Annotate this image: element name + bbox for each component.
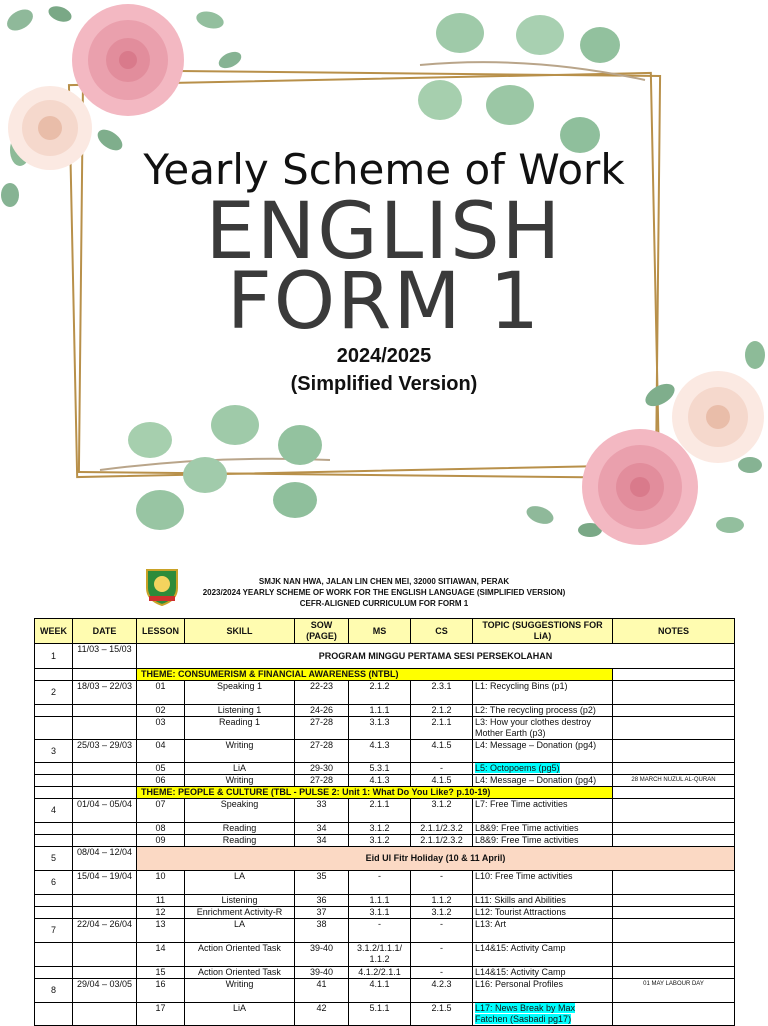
cover-year: 2024/2025 (336, 345, 432, 367)
theme-people-culture: THEME: PEOPLE & CULTURE (TBL - PULSE 2: Unit 1: What Do You Like? p.10-19) (137, 787, 613, 799)
theme-row (35, 669, 735, 681)
topic-cell (473, 1003, 613, 1026)
col-header-notes: NOTES (613, 619, 735, 644)
cs-cell: 2.3.1 (411, 681, 473, 705)
week-cell: 6 (35, 871, 73, 895)
cover-version: (Simplified Version) (290, 373, 478, 395)
cs-cell: - (411, 919, 473, 943)
week-cell: 1 (35, 644, 73, 669)
notes-cell (613, 895, 735, 907)
skill-cell: Action Oriented Task (185, 943, 295, 967)
skill-cell: LA (185, 871, 295, 895)
document-header (0, 576, 768, 609)
sow-cell: 34 (295, 823, 349, 835)
eucalyptus-bottom-left-decoration (95, 400, 335, 535)
col-header-lesson: LESSON (137, 619, 185, 644)
skill-cell: Reading (185, 835, 295, 847)
date-cell: 22/04 – 26/04 (73, 919, 137, 943)
table-row (35, 847, 735, 871)
notes-cell (613, 740, 735, 763)
sow-cell: 33 (295, 799, 349, 823)
cs-cell: 2.1.1/2.3.2 (411, 835, 473, 847)
sow-cell: 36 (295, 895, 349, 907)
ms-cell: 2.1.2 (349, 681, 411, 705)
table-row (35, 799, 735, 823)
week-cell: 3 (35, 740, 73, 763)
sow-cell: 27-28 (295, 717, 349, 740)
skill-cell: Writing (185, 979, 295, 1003)
cover-subject-line2: FORM 1 (226, 257, 542, 347)
ms-cell: 4.1.2/2.1.1 (349, 967, 411, 979)
notes-cell (613, 681, 735, 705)
cover-title: Yearly Scheme of Work (143, 145, 625, 194)
lesson-cell: 17 (137, 1003, 185, 1026)
lesson-cell: 06 (137, 775, 185, 787)
table-row (35, 823, 735, 835)
sow-cell: 27-28 (295, 775, 349, 787)
table-row (35, 740, 735, 763)
table-row (35, 705, 735, 717)
ms-cell: 2.1.1 (349, 799, 411, 823)
col-header-skill: SKILL (185, 619, 295, 644)
col-header-topic: TOPIC (SUGGESTIONS FOR LiA) (473, 619, 613, 644)
skill-cell: Enrichment Activity-R (185, 907, 295, 919)
skill-cell: LiA (185, 1003, 295, 1026)
ms-cell: 4.1.1 (349, 979, 411, 1003)
col-header-ms: MS (349, 619, 411, 644)
topic-cell: L16: Personal Profiles (473, 979, 613, 1003)
sow-cell: 24-26 (295, 705, 349, 717)
notes-cell (613, 967, 735, 979)
cs-cell: 2.1.1 (411, 717, 473, 740)
sow-cell: 37 (295, 907, 349, 919)
scheme-title: 2023/2024 YEARLY SCHEME OF WORK FOR THE ENGLISH LANGUAGE (SIMPLIFIED VERSION) (202, 588, 566, 597)
ms-cell: 1.1.1 (349, 705, 411, 717)
table-row (35, 871, 735, 895)
cs-cell: 1.1.2 (411, 895, 473, 907)
cs-cell: 4.2.3 (411, 979, 473, 1003)
table-row (35, 775, 735, 787)
week-cell: 2 (35, 681, 73, 705)
topic-cell: L8&9: Free Time activities (473, 823, 613, 835)
topic-cell: L14&15: Activity Camp (473, 967, 613, 979)
cs-cell: 2.1.1/2.3.2 (411, 823, 473, 835)
date-cell: 01/04 – 05/04 (73, 799, 137, 823)
date-cell: 25/03 – 29/03 (73, 740, 137, 763)
col-header-week: WEEK (35, 619, 73, 644)
ms-cell: 3.1.2 (349, 835, 411, 847)
topic-cell: L12: Tourist Attractions (473, 907, 613, 919)
ms-cell: 3.1.2 (349, 823, 411, 835)
notes-cell (613, 835, 735, 847)
notes-cell (613, 919, 735, 943)
ms-cell: 5.1.1 (349, 1003, 411, 1026)
cs-cell: 2.1.2 (411, 705, 473, 717)
ms-cell: 1.1.1 (349, 895, 411, 907)
notes-cell (613, 763, 735, 775)
cover-subject-line1: ENGLISH (205, 187, 563, 277)
lesson-cell: 03 (137, 717, 185, 740)
date-cell: 08/04 – 12/04 (73, 847, 137, 871)
lesson-cell: 14 (137, 943, 185, 967)
ms-cell: - (349, 871, 411, 895)
topic-cell: L10: Free Time activities (473, 871, 613, 895)
notes-cell: 01 MAY LABOUR DAY (613, 979, 735, 1003)
cs-cell: - (411, 763, 473, 775)
sow-cell: 27-28 (295, 740, 349, 763)
notes-cell (613, 907, 735, 919)
lesson-cell: 16 (137, 979, 185, 1003)
program-row: PROGRAM MINGGU PERTAMA SESI PERSEKOLAHAN (137, 644, 735, 669)
ms-cell: 3.1.1 (349, 907, 411, 919)
topic-cell: L1: Recycling Bins (p1) (473, 681, 613, 705)
date-cell: 18/03 – 22/03 (73, 681, 137, 705)
skill-cell: Writing (185, 775, 295, 787)
date-cell: 29/04 – 03/05 (73, 979, 137, 1003)
week-cell: 4 (35, 799, 73, 823)
notes-cell: 28 MARCH NUZUL AL-QURAN (613, 775, 735, 787)
curriculum-title: CEFR-ALIGNED CURRICULUM FOR FORM 1 (299, 599, 469, 608)
lesson-cell: 04 (137, 740, 185, 763)
date-cell: 15/04 – 19/04 (73, 871, 137, 895)
sow-cell: 39-40 (295, 943, 349, 967)
sow-cell: 39-40 (295, 967, 349, 979)
holiday-row: Eid Ul Fitr Holiday (10 & 11 April) (137, 847, 735, 871)
week-cell: 8 (35, 979, 73, 1003)
cs-cell: - (411, 871, 473, 895)
topic-cell: L4: Message – Donation (pg4) (473, 775, 613, 787)
notes-cell (613, 823, 735, 835)
topic-cell: L3: How your clothes destroy Mother Earth (p3) (473, 717, 613, 740)
week-cell: 7 (35, 919, 73, 943)
table-row (35, 1003, 735, 1026)
sow-cell: 29-30 (295, 763, 349, 775)
lesson-cell: 07 (137, 799, 185, 823)
ms-cell: 5.3.1 (349, 763, 411, 775)
skill-cell: Speaking 1 (185, 681, 295, 705)
theme-consumerism: THEME: CONSUMERISM & FINANCIAL AWARENESS (NTBL) (137, 669, 613, 681)
lesson-cell: 08 (137, 823, 185, 835)
table-row (35, 919, 735, 943)
ms-cell: 3.1.2/1.1.1/ 1.1.2 (349, 943, 411, 967)
sow-cell: 35 (295, 871, 349, 895)
sow-cell: 41 (295, 979, 349, 1003)
skill-cell: Writing (185, 740, 295, 763)
skill-cell: Reading 1 (185, 717, 295, 740)
topic-cell (473, 763, 613, 775)
skill-cell: Reading (185, 823, 295, 835)
ms-cell: 3.1.3 (349, 717, 411, 740)
topic-cell: L4: Message – Donation (pg4) (473, 740, 613, 763)
skill-cell: Listening (185, 895, 295, 907)
lesson-cell: 09 (137, 835, 185, 847)
ms-cell: 4.1.3 (349, 740, 411, 763)
cs-cell: 4.1.5 (411, 740, 473, 763)
sow-cell: 22-23 (295, 681, 349, 705)
topic-highlight: L5: Octopoems (pg5) (475, 763, 560, 773)
lesson-cell: 01 (137, 681, 185, 705)
cs-cell: - (411, 967, 473, 979)
notes-cell (613, 943, 735, 967)
skill-cell: Action Oriented Task (185, 967, 295, 979)
cover-subject (0, 187, 768, 347)
cs-cell: 3.1.2 (411, 799, 473, 823)
table-row (35, 967, 735, 979)
cs-cell: 4.1.5 (411, 775, 473, 787)
topic-cell: L2: The recycling process (p2) (473, 705, 613, 717)
school-address: SMJK NAN HWA, JALAN LIN CHEN MEI, 32000 SITIAWAN, PERAK (258, 577, 510, 586)
table-row (35, 717, 735, 740)
table-row (35, 681, 735, 705)
week-cell: 5 (35, 847, 73, 871)
ms-cell: - (349, 919, 411, 943)
table-row (35, 895, 735, 907)
topic-cell: L7: Free Time activities (473, 799, 613, 823)
sow-cell: 34 (295, 835, 349, 847)
lesson-cell: 02 (137, 705, 185, 717)
notes-cell (613, 799, 735, 823)
lesson-cell: 12 (137, 907, 185, 919)
topic-cell: L8&9: Free Time activities (473, 835, 613, 847)
topic-cell: L14&15: Activity Camp (473, 943, 613, 967)
date-cell: 11/03 – 15/03 (73, 644, 137, 669)
lesson-cell: 10 (137, 871, 185, 895)
skill-cell: LiA (185, 763, 295, 775)
topic-cell: L11: Skills and Abilities (473, 895, 613, 907)
table-row (35, 835, 735, 847)
table-row (35, 907, 735, 919)
notes-cell (613, 871, 735, 895)
lesson-cell: 11 (137, 895, 185, 907)
sow-cell: 42 (295, 1003, 349, 1026)
skill-cell: Speaking (185, 799, 295, 823)
skill-cell: Listening 1 (185, 705, 295, 717)
scheme-of-work-table (34, 618, 735, 1026)
lesson-cell: 13 (137, 919, 185, 943)
col-header-date: DATE (73, 619, 137, 644)
cs-cell: - (411, 943, 473, 967)
sow-cell: 38 (295, 919, 349, 943)
topic-cell: L13: Art (473, 919, 613, 943)
table-header-row (35, 619, 735, 644)
lesson-cell: 05 (137, 763, 185, 775)
table-row (35, 979, 735, 1003)
table-row (35, 943, 735, 967)
col-header-sow: SOW (PAGE) (295, 619, 349, 644)
topic-highlight: L17: News Break by Max Fatchen (Sasbadi pg17) (475, 1003, 576, 1024)
notes-cell (613, 705, 735, 717)
skill-cell: LA (185, 919, 295, 943)
cs-cell: 2.1.5 (411, 1003, 473, 1026)
lesson-cell: 15 (137, 967, 185, 979)
table-row (35, 644, 735, 669)
ms-cell: 4.1.3 (349, 775, 411, 787)
table-row (35, 763, 735, 775)
notes-cell (613, 717, 735, 740)
col-header-cs: CS (411, 619, 473, 644)
notes-cell (613, 1003, 735, 1026)
theme-row (35, 787, 735, 799)
cs-cell: 3.1.2 (411, 907, 473, 919)
